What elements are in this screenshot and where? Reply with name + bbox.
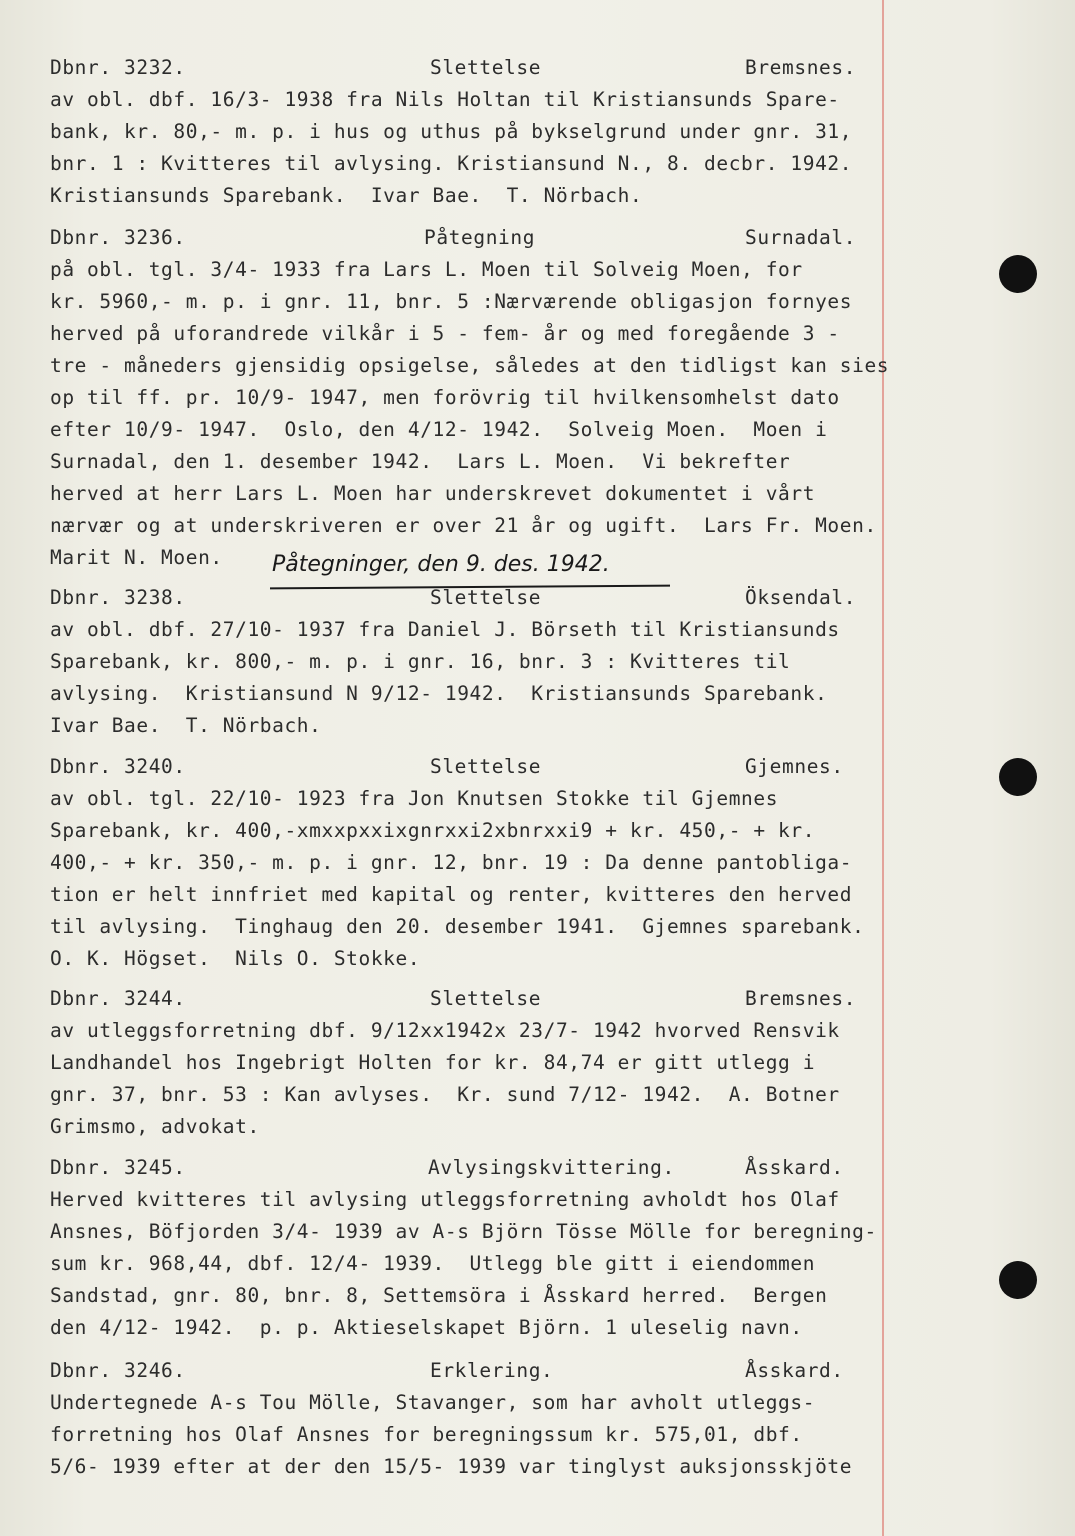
- entry-line: Surnadal, den 1. desember 1942. Lars L. Moen. Vi bekrefter: [50, 450, 791, 473]
- entry-dbnr: Dbnr. 3245.: [50, 1156, 186, 1179]
- entry-line: Ansnes, Böfjorden 3/4- 1939 av A-s Björn Tösse Mölle for beregning-: [50, 1220, 877, 1243]
- entry-line: herved at herr Lars L. Moen har underskrevet dokumentet i vårt: [50, 482, 816, 505]
- entry-3238: [50, 582, 910, 742]
- entry-type: Slettelse: [430, 755, 542, 778]
- entry-line: Herved kvitteres til avlysing utleggsforretning avholdt hos Olaf: [50, 1188, 840, 1211]
- entry-dbnr: Dbnr. 3246.: [50, 1359, 186, 1382]
- entry-3236: [50, 222, 910, 574]
- entry-header: [50, 1355, 910, 1387]
- entry-line: 400,- + kr. 350,- m. p. i gnr. 12, bnr. 19 : Da denne pantobliga-: [50, 851, 853, 874]
- entry-line: Sparebank, kr. 800,- m. p. i gnr. 16, bnr. 3 : Kvitteres til: [50, 650, 791, 673]
- entry-line: gnr. 37, bnr. 53 : Kan avlyses. Kr. sund 7/12- 1942. A. Botner: [50, 1083, 840, 1106]
- entry-line: efter 10/9- 1947. Oslo, den 4/12- 1942. Solveig Moen. Moen i: [50, 418, 828, 441]
- entry-line: tre - måneders gjensidig opsigelse, således at den tidligst kan sies: [50, 354, 890, 377]
- entry-line: av obl. dbf. 16/3- 1938 fra Nils Holtan til Kristiansunds Spare-: [50, 88, 840, 111]
- entry-line: avlysing. Kristiansund N 9/12- 1942. Kristiansunds Sparebank.: [50, 682, 828, 705]
- entry-line: O. K. Högset. Nils O. Stokke.: [50, 947, 421, 970]
- entry-line: tion er helt innfriet med kapital og renter, kvitteres den herved: [50, 883, 853, 906]
- entry-line: op til ff. pr. 10/9- 1947, men forövrig til hvilkensomhelst dato: [50, 386, 840, 409]
- handwritten-note: Påtegninger, den 9. des. 1942.: [272, 552, 610, 577]
- entry-place: Bremsnes.: [745, 987, 857, 1010]
- entry-dbnr: Dbnr. 3240.: [50, 755, 186, 778]
- punch-hole: [999, 758, 1037, 796]
- entry-line: Grimsmo, advokat.: [50, 1115, 260, 1138]
- entry-dbnr: Dbnr. 3244.: [50, 987, 186, 1010]
- entry-line: Landhandel hos Ingebrigt Holten for kr. 84,74 er gitt utlegg i: [50, 1051, 816, 1074]
- entry-line: av utleggsforretning dbf. 9/12xx1942x 23/7- 1942 hvorved Rensvik: [50, 1019, 840, 1042]
- entry-place: Gjemnes.: [745, 755, 844, 778]
- entry-line: Kristiansunds Sparebank. Ivar Bae. T. Nörbach.: [50, 184, 643, 207]
- entry-place: Surnadal.: [745, 226, 857, 249]
- entry-line: nærvær og at underskriveren er over 21 år og ugift. Lars Fr. Moen.: [50, 514, 877, 537]
- entry-line: sum kr. 968,44, dbf. 12/4- 1939. Utlegg ble gitt i eiendommen: [50, 1252, 816, 1275]
- entry-type: Slettelse: [430, 56, 542, 79]
- entry-line: av obl. dbf. 27/10- 1937 fra Daniel J. Börseth til Kristiansunds: [50, 618, 840, 641]
- punch-hole: [999, 255, 1037, 293]
- entry-dbnr: Dbnr. 3236.: [50, 226, 186, 249]
- entry-place: Åsskard.: [745, 1156, 844, 1179]
- entry-line: bank, kr. 80,- m. p. i hus og uthus på bykselgrund under gnr. 31,: [50, 120, 853, 143]
- entry-header: [50, 582, 910, 614]
- entry-line: på obl. tgl. 3/4- 1933 fra Lars L. Moen til Solveig Moen, for: [50, 258, 803, 281]
- entry-line: Sandstad, gnr. 80, bnr. 8, Settemsöra i Åsskard herred. Bergen: [50, 1284, 828, 1307]
- entry-line: Sparebank, kr. 400,-xmxxpxxixgnrxxi2xbnrxxi9 + kr. 450,- + kr.: [50, 819, 816, 842]
- entry-type: Erklering.: [430, 1359, 554, 1382]
- entry-line: Undertegnede A-s Tou Mölle, Stavanger, som har avholt utleggs-: [50, 1391, 816, 1414]
- entry-header: [50, 222, 910, 254]
- entry-3246: [50, 1355, 910, 1483]
- entry-line: kr. 5960,- m. p. i gnr. 11, bnr. 5 :Nærværende obligasjon fornyes: [50, 290, 853, 313]
- entry-line: herved på uforandrede vilkår i 5 - fem- år og med foregående 3 -: [50, 322, 840, 345]
- entry-type: Slettelse: [430, 987, 542, 1010]
- entry-3240: [50, 751, 910, 975]
- entry-line: 5/6- 1939 efter at der den 15/5- 1939 var tinglyst auksjonsskjöte: [50, 1455, 853, 1478]
- entry-header: [50, 52, 910, 84]
- entry-header: [50, 983, 910, 1015]
- entry-place: Bremsnes.: [745, 56, 857, 79]
- entry-line: forretning hos Olaf Ansnes for beregningssum kr. 575,01, dbf.: [50, 1423, 803, 1446]
- entry-place: Öksendal.: [745, 586, 857, 609]
- entry-line: av obl. tgl. 22/10- 1923 fra Jon Knutsen Stokke til Gjemnes: [50, 787, 779, 810]
- entry-type: Slettelse: [430, 586, 542, 609]
- entry-line: til avlysing. Tinghaug den 20. desember 1941. Gjemnes sparebank.: [50, 915, 865, 938]
- entry-header: [50, 751, 910, 783]
- entry-3245: [50, 1152, 910, 1344]
- entry-header: [50, 1152, 910, 1184]
- entry-3244: [50, 983, 910, 1143]
- entry-type: Avlysingskvittering.: [428, 1156, 675, 1179]
- entry-dbnr: Dbnr. 3232.: [50, 56, 186, 79]
- entry-type: Påtegning: [424, 226, 536, 249]
- entry-dbnr: Dbnr. 3238.: [50, 586, 186, 609]
- entry-line: Ivar Bae. T. Nörbach.: [50, 714, 322, 737]
- entry-line: den 4/12- 1942. p. p. Aktieselskapet Björn. 1 uleselig navn.: [50, 1316, 803, 1339]
- entry-line: Marit N. Moen.: [50, 546, 223, 569]
- entry-3232: [50, 52, 910, 212]
- punch-hole: [999, 1261, 1037, 1299]
- entry-line: bnr. 1 : Kvitteres til avlysing. Kristiansund N., 8. decbr. 1942.: [50, 152, 853, 175]
- entry-place: Åsskard.: [745, 1359, 844, 1382]
